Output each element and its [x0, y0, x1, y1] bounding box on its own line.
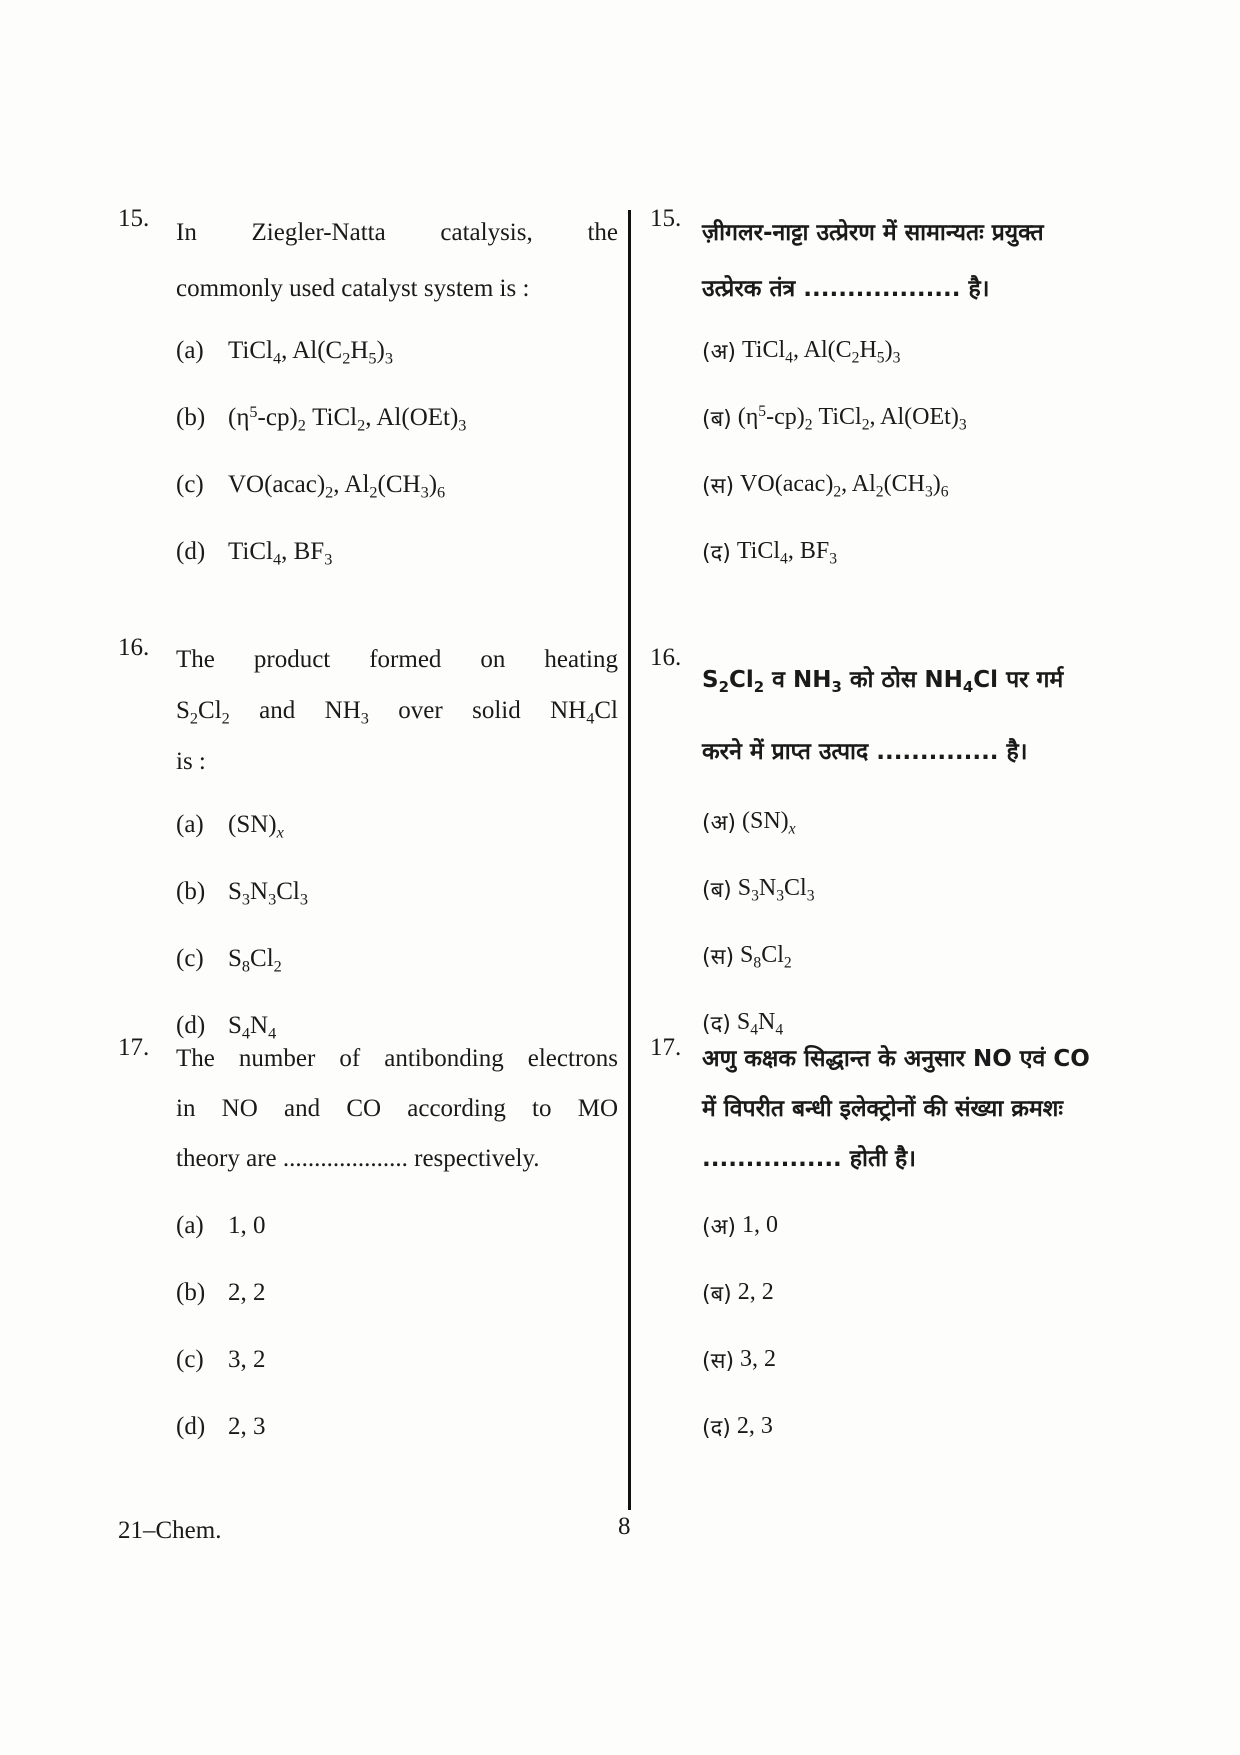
question-number: 15. [118, 205, 150, 232]
options-list [650, 1192, 1150, 1460]
question-number: 15. [650, 205, 682, 232]
option-item [702, 1393, 1150, 1460]
option-value: 3, 2 [740, 1346, 777, 1372]
option-item [176, 518, 618, 585]
option-value: $S_4N_4$ [736, 1009, 784, 1039]
option-value: 1, 0 [741, 1212, 778, 1238]
option-label: (अ) [702, 810, 736, 836]
question-text: $S_2Cl_2$ व $NH_3$ को ठोस $NH_4Cl$ पर गर्म करने में प्राप्त उत्पाद .............. है। [702, 667, 1064, 765]
option-item [176, 1259, 618, 1326]
option-value: 2, 3 [228, 1412, 266, 1440]
options-list [650, 317, 1150, 585]
question-15-en [118, 205, 618, 630]
option-item [176, 1192, 618, 1259]
option-label: (b) [176, 877, 206, 905]
option-item [176, 791, 618, 858]
option-label: (स) [702, 473, 735, 499]
option-item [702, 1326, 1150, 1393]
option-value: TiCl$_4$, $Al(C_2H_5)_3$ [228, 336, 393, 368]
option-label: (b) [176, 403, 206, 431]
option-value: 3, 2 [228, 1345, 266, 1373]
question-number: 17. [118, 1034, 150, 1061]
option-label: (b) [176, 1278, 206, 1306]
option-label: (d) [176, 1412, 206, 1440]
question-number: 17. [650, 1034, 682, 1061]
option-item [702, 384, 1150, 451]
option-label: (c) [176, 470, 204, 498]
option-value: $S_4N_4$ [228, 1011, 277, 1043]
english-column [118, 205, 618, 1460]
option-label: (a) [176, 336, 204, 364]
question-number: 16. [650, 644, 682, 671]
question-16-hi [650, 644, 1150, 1039]
option-item [702, 922, 1150, 989]
page-number: 8 [618, 1513, 631, 1540]
option-value: $VO(acac)_2$, $Al_2(CH_3)_6$ [228, 470, 446, 502]
option-item [176, 317, 618, 384]
option-item [176, 858, 618, 925]
option-label: (c) [176, 944, 204, 972]
option-item [176, 384, 618, 451]
question-15-hi [650, 205, 1150, 630]
option-label: (द) [702, 540, 731, 566]
question-number: 16. [118, 634, 150, 661]
option-item [702, 1192, 1150, 1259]
option-label: (c) [176, 1345, 204, 1373]
options-list [118, 317, 618, 585]
option-label: (d) [176, 1011, 206, 1039]
option-item [702, 518, 1150, 585]
option-label: (ब) [702, 406, 732, 432]
hindi-column [650, 205, 1150, 1460]
option-value: $S_8Cl_2$ [740, 942, 792, 972]
question-text: अणु कक्षक सिद्धान्त के अनुसार NO एवं CO में विपरीत बन्धी इलेक्ट्रोनों की संख्या क्रमशः ................ होती है। [702, 1046, 1090, 1172]
option-item [702, 855, 1150, 922]
option-value: 1, 0 [228, 1211, 266, 1239]
options-list [118, 1192, 618, 1460]
options-list [650, 788, 1150, 1056]
option-label: (ब) [702, 1281, 732, 1307]
option-label: (स) [702, 1348, 735, 1374]
column-divider [628, 210, 631, 1510]
option-label: (ब) [702, 877, 732, 903]
question-text: The product formed on heating $S_2Cl_2$ and $NH_3$ over solid $NH_4Cl$ is : [176, 646, 618, 775]
option-label: (a) [176, 810, 204, 838]
option-value: $(\eta^5-cp)_2$ TiCl$_2$, $Al(OEt)_3$ [228, 402, 467, 435]
option-label: (स) [702, 944, 735, 970]
option-label: (द) [702, 1011, 731, 1037]
option-item [702, 317, 1150, 384]
question-17-en [118, 1034, 618, 1460]
option-value: $(SN)_x$ [228, 810, 284, 842]
question-17-hi [650, 1034, 1150, 1460]
option-label: (अ) [702, 339, 736, 365]
option-item [176, 1326, 618, 1393]
option-value: TiCl$_4$, $BF_3$ [228, 537, 333, 569]
option-item [702, 451, 1150, 518]
option-label: (d) [176, 537, 206, 565]
paper-code: 21–Chem. [118, 1517, 222, 1544]
option-value: $(SN)_x$ [741, 808, 796, 838]
question-text: The number of antibonding electrons in NO and CO according to MO theory are .................... respectively. [176, 1045, 618, 1172]
option-value: TiCl$_4$, $Al(C_2H_5)_3$ [741, 337, 901, 367]
option-label: (अ) [702, 1214, 736, 1240]
question-text: In Ziegler-Natta catalysis, the commonly used catalyst system is : [176, 219, 618, 302]
option-item [176, 925, 618, 992]
option-value: $S_3N_3Cl_3$ [228, 877, 308, 909]
option-item [702, 788, 1150, 855]
option-value: TiCl$_4$, $BF_3$ [736, 538, 837, 568]
option-value: 2, 3 [736, 1413, 773, 1439]
question-16-en [118, 634, 618, 1043]
option-value: $S_8Cl_2$ [228, 944, 282, 976]
option-value: $VO(acac)_2$, $Al_2(CH_3)_6$ [740, 471, 949, 501]
option-value: 2, 2 [737, 1279, 774, 1305]
option-item [176, 451, 618, 518]
question-text: ज़ीगलर-नाट्टा उत्प्रेरण में सामान्यतः प्रयुक्त उत्प्रेरक तंत्र .................. है। [702, 220, 1044, 302]
option-label: (a) [176, 1211, 204, 1239]
option-item [176, 1393, 618, 1460]
option-value: $(\eta^5-cp)_2$ TiCl$_2$, $Al(OEt)_3$ [737, 403, 967, 434]
options-list [118, 791, 618, 1059]
option-item [702, 1259, 1150, 1326]
option-value: 2, 2 [228, 1278, 266, 1306]
option-value: $S_3N_3Cl_3$ [737, 875, 815, 905]
option-label: (द) [702, 1415, 731, 1441]
